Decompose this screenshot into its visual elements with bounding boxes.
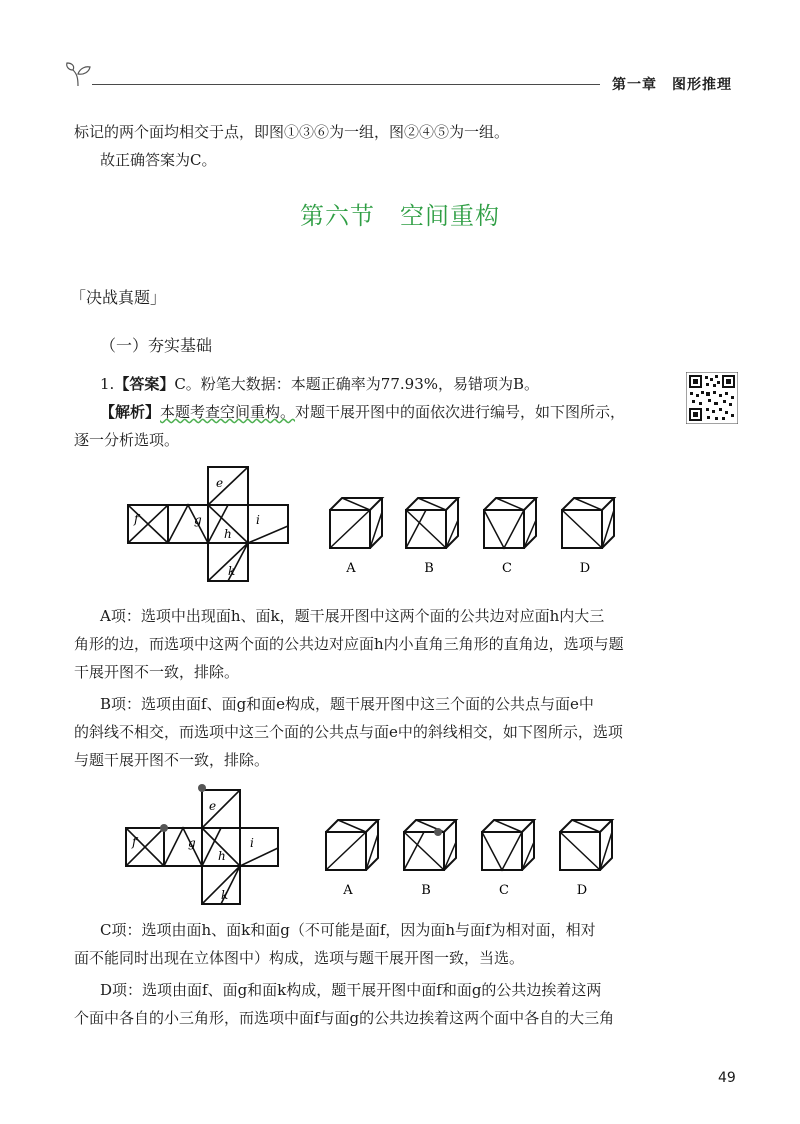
face-label-k: k bbox=[228, 564, 236, 578]
option-b-line-3: 与题干展开图不一致，排除。 bbox=[74, 751, 270, 769]
cube-option-d bbox=[562, 498, 614, 548]
option-label-d: D bbox=[579, 561, 591, 576]
bracket-left: 「 bbox=[70, 288, 87, 307]
face-label-f-2: f bbox=[132, 835, 137, 849]
qr-code[interactable] bbox=[686, 372, 738, 424]
option-label-a: A bbox=[346, 561, 356, 576]
option-a-line-1: A项：选项中出现面h、面k，题干展开图中这两个面的公共边对应面h内大三 bbox=[100, 607, 605, 625]
answer-label: 【答案】 bbox=[114, 375, 175, 393]
chapter-header: 第一章 图形推理 bbox=[612, 77, 732, 93]
cube-option-c bbox=[484, 498, 536, 548]
option-c-line-1: C项：选项由面h、面k和面g（不可能是面f，因为面h与面f为相对面，相对 bbox=[100, 921, 596, 939]
net-diagram-2 bbox=[126, 790, 278, 904]
figure-2 bbox=[120, 780, 640, 910]
cube-option-d-2 bbox=[560, 820, 612, 870]
face-label-i: i bbox=[256, 513, 260, 527]
option-label-c: C bbox=[502, 561, 512, 576]
answer-text: C。粉笔大数据：本题正确率为77.93%，易错项为B。 bbox=[174, 375, 540, 393]
figure-1 bbox=[120, 460, 640, 590]
analysis-underlined: 本题考查空间重构。 bbox=[160, 403, 296, 421]
q1-number: 1. bbox=[100, 375, 115, 393]
q1-answer bbox=[100, 372, 750, 396]
option-d-line-2: 个面中各自的小三角形，而选项中面f与面g的公共边挨着这两个面中各自的大三角 bbox=[74, 1009, 615, 1027]
option-label-a-2: A bbox=[343, 883, 353, 898]
analysis-label: 【解析】 bbox=[100, 403, 161, 421]
face-label-i-2: i bbox=[250, 836, 254, 850]
sub-heading: （一）夯实基础 bbox=[100, 336, 213, 355]
marker-dot-top bbox=[198, 784, 206, 792]
cube-option-a-2 bbox=[326, 820, 378, 870]
intro-line-2: 故正确答案为C。 bbox=[100, 151, 217, 169]
option-label-b-2: B bbox=[421, 883, 431, 898]
option-a-line-2: 角形的边，而选项中这两个面的公共边对应面h内小直角三角形的直角边，选项与题 bbox=[74, 635, 624, 653]
header-rule bbox=[92, 84, 600, 85]
face-label-e: e bbox=[216, 476, 224, 490]
face-label-k-2: k bbox=[221, 888, 229, 902]
option-label-b: B bbox=[424, 561, 434, 576]
face-label-h-2: h bbox=[218, 849, 226, 863]
option-label-d-2: D bbox=[576, 883, 588, 898]
face-label-g: g bbox=[194, 513, 202, 527]
intro-line-1: 标记的两个面均相交于点，即图①③⑥为一组，图②④⑤为一组。 bbox=[74, 123, 510, 141]
face-label-h: h bbox=[224, 527, 232, 541]
analysis-text: 对题干展开图中的面依次进行编号，如下图所示， bbox=[295, 403, 626, 421]
option-a-line-3: 干展开图不一致，排除。 bbox=[74, 663, 240, 681]
face-label-f: f bbox=[134, 512, 139, 526]
option-label-c-2: C bbox=[499, 883, 509, 898]
decisive-heading-text: 决战真题 bbox=[86, 288, 151, 307]
cube-option-a bbox=[330, 498, 382, 548]
face-label-e-2: e bbox=[209, 799, 217, 813]
section-title: 第六节 空间重构 bbox=[300, 202, 500, 230]
decisive-heading bbox=[70, 285, 166, 308]
q1-analysis-line-2: 逐一分析选项。 bbox=[74, 431, 180, 449]
cube-option-b-2 bbox=[404, 820, 456, 870]
marker-dot-cube bbox=[434, 828, 442, 836]
marker-dot-mid bbox=[160, 824, 168, 832]
option-c-line-2: 面不能同时出现在立体图中）构成，选项与题干展开图一致，当选。 bbox=[74, 949, 525, 967]
q1-analysis bbox=[100, 400, 660, 424]
cube-option-b bbox=[406, 498, 458, 548]
option-b-line-2: 的斜线不相交，而选项中这三个面的公共点与面e中的斜线相交，如下图所示，选项 bbox=[74, 723, 623, 741]
page-number: 49 bbox=[718, 1070, 736, 1086]
bracket-right: 」 bbox=[150, 288, 167, 307]
cube-option-c-2 bbox=[482, 820, 534, 870]
option-b-line-1: B项：选项由面f、面g和面e构成，题干展开图中这三个面的公共点与面e中 bbox=[100, 695, 594, 713]
face-label-g-2: g bbox=[188, 836, 196, 850]
option-d-line-1: D项：选项由面f、面g和面k构成，题干展开图中面f和面g的公共边挨着这两 bbox=[100, 981, 602, 999]
net-diagram bbox=[128, 467, 288, 581]
